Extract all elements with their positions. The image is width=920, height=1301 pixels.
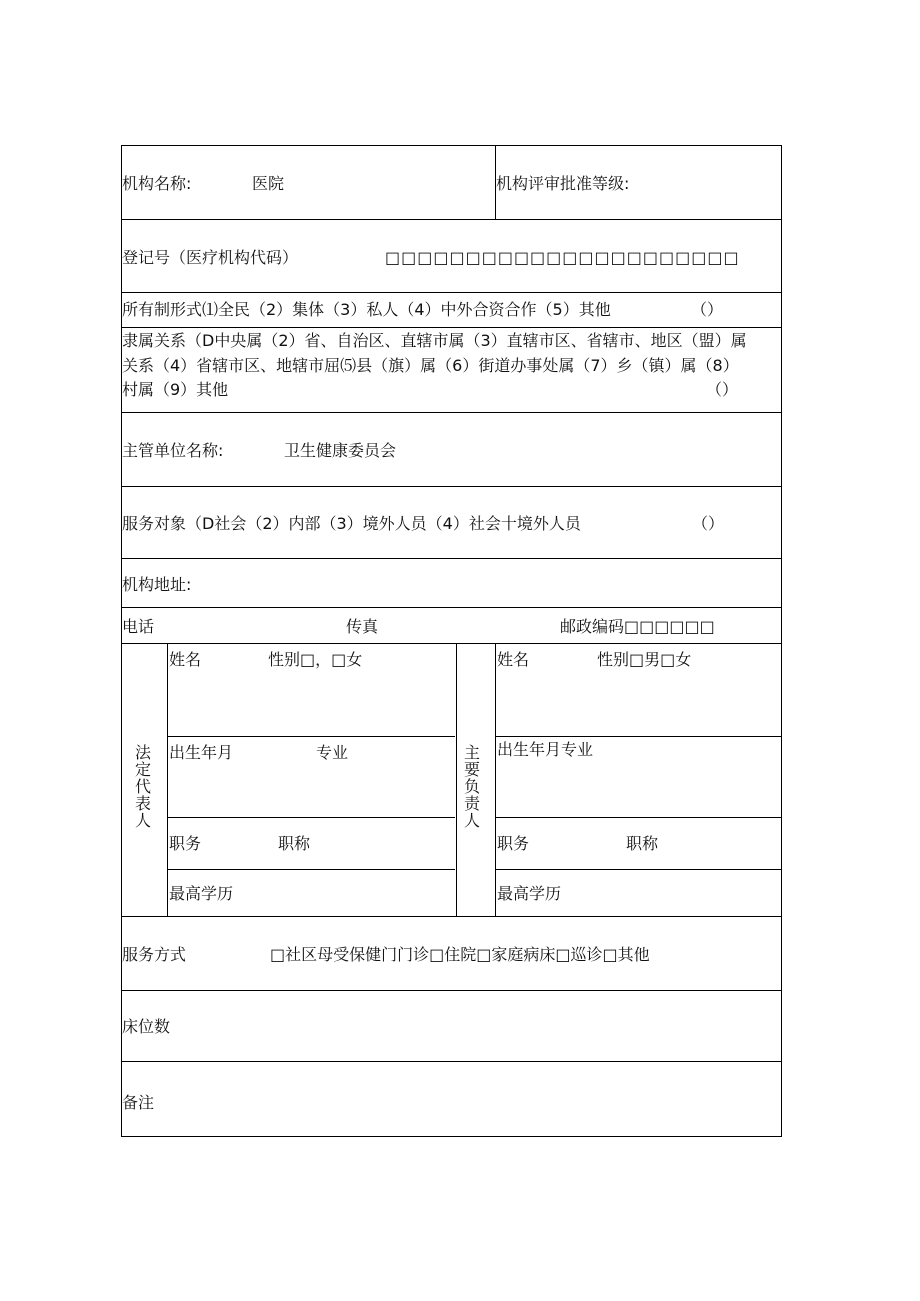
divider bbox=[456, 643, 457, 916]
postal-code-label: 邮政编码□□□□□□ bbox=[560, 617, 715, 636]
divider bbox=[122, 558, 781, 559]
ownership-blank[interactable]: （） bbox=[691, 300, 724, 319]
affiliation-line-3: 村属（9）其他 bbox=[122, 380, 229, 399]
head-birth-major-label: 出生年月专业 bbox=[497, 740, 594, 759]
legal-birth-label: 出生年月 bbox=[169, 743, 234, 762]
fax-label: 传真 bbox=[346, 617, 379, 636]
legal-title-label: 职称 bbox=[278, 834, 311, 853]
legal-major-label: 专业 bbox=[316, 743, 349, 762]
head-gender-options: 性别□男□女 bbox=[597, 650, 692, 669]
registration-number-label: 登记号（医疗机构代码） bbox=[122, 248, 299, 267]
divider bbox=[122, 643, 781, 644]
head-education-label: 最高学历 bbox=[497, 884, 562, 903]
divider bbox=[495, 869, 781, 870]
divider bbox=[495, 643, 496, 916]
divider bbox=[122, 1061, 781, 1062]
divider bbox=[122, 607, 781, 608]
divider bbox=[495, 736, 781, 737]
divider bbox=[122, 990, 781, 991]
address-label: 机构地址: bbox=[122, 575, 192, 594]
divider bbox=[168, 817, 455, 818]
divider bbox=[122, 916, 781, 917]
registration-number-boxes[interactable]: □□□□□□□□□□□□□□□□□□□□□□ bbox=[385, 248, 740, 267]
service-mode-label: 服务方式 bbox=[122, 945, 187, 964]
legal-name-label: 姓名 bbox=[169, 650, 202, 669]
grade-label: 机构评审批准等级: bbox=[496, 174, 630, 193]
divider bbox=[168, 736, 455, 737]
legal-post-label: 职务 bbox=[169, 834, 202, 853]
affiliation-line-2: 关系（4）省辖市区、地辖市屈⑸县（旗）属（6）街道办事处属（7）乡（镇）属（8） bbox=[122, 356, 739, 375]
divider bbox=[122, 412, 781, 413]
legal-education-label: 最高学历 bbox=[169, 884, 234, 903]
remarks-label: 备注 bbox=[122, 1093, 155, 1112]
ownership-options: 所有制形式⑴全民（2）集体（3）私人（4）中外合资合作（5）其他 bbox=[122, 300, 611, 319]
divider bbox=[167, 643, 168, 916]
service-target-blank[interactable]: （） bbox=[692, 514, 725, 533]
service-mode-options: □社区母受保健门门诊□住院□家庭病床□巡诊□其他 bbox=[270, 945, 650, 964]
principal-head-label: 主要负责人 bbox=[463, 743, 480, 830]
head-name-label: 姓名 bbox=[497, 650, 530, 669]
head-post-label: 职务 bbox=[497, 834, 530, 853]
affiliation-blank[interactable]: （） bbox=[706, 380, 739, 399]
org-name-value: 医院 bbox=[252, 174, 285, 193]
divider bbox=[495, 817, 781, 818]
divider bbox=[122, 292, 781, 293]
divider bbox=[122, 327, 781, 328]
affiliation-line-1: 隶属关系（D中央属（2）省、自治区、直辖市属（3）直辖市区、省辖市、地区（盟）属 bbox=[122, 331, 747, 350]
divider bbox=[122, 219, 781, 220]
service-target-options: 服务对象（D社会（2）内部（3）境外人员（4）社会十境外人员 bbox=[122, 514, 581, 533]
divider bbox=[168, 869, 455, 870]
supervisor-value: 卫生健康委员会 bbox=[284, 441, 397, 460]
legal-representative-label: 法定代表人 bbox=[134, 743, 151, 830]
divider bbox=[122, 486, 781, 487]
registration-form bbox=[121, 145, 782, 1137]
head-title-label: 职称 bbox=[626, 834, 659, 853]
phone-label: 电话 bbox=[122, 617, 155, 636]
supervisor-label: 主管单位名称: bbox=[122, 441, 224, 460]
bed-count-label: 床位数 bbox=[122, 1017, 171, 1036]
org-name-label: 机构名称: bbox=[122, 174, 192, 193]
legal-gender-options: 性别□，□女 bbox=[268, 650, 363, 669]
